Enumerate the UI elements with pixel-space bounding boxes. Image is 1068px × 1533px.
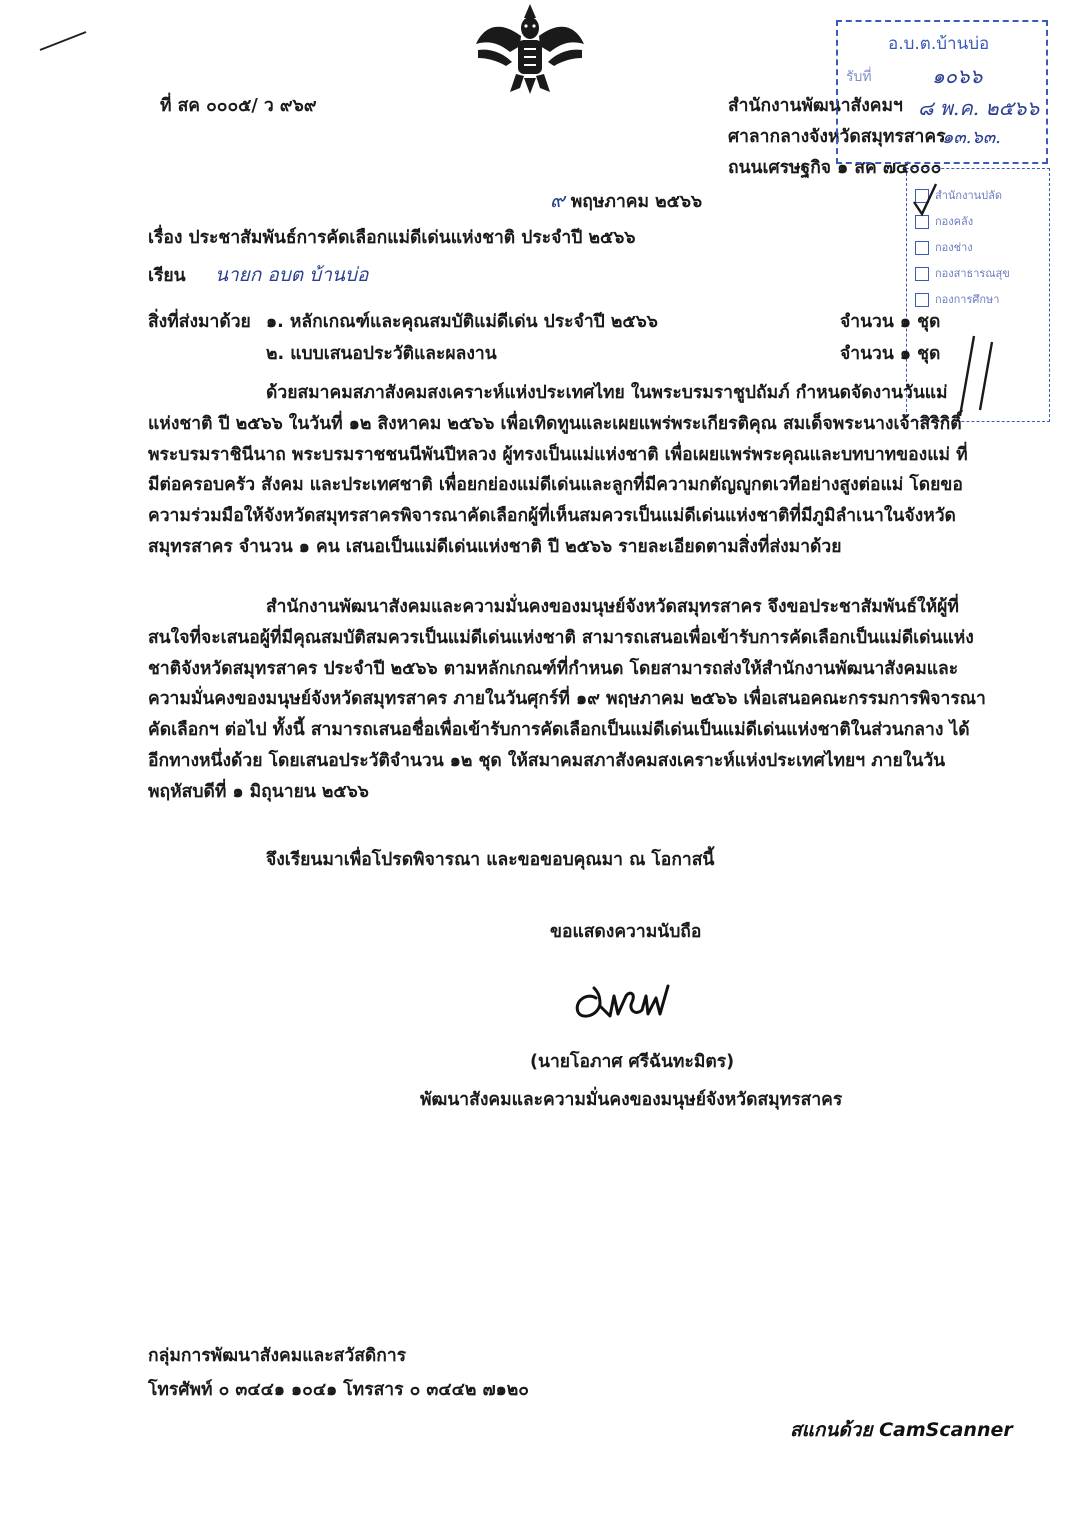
enclosure-label: สิ่งที่ส่งมาด้วย (148, 312, 251, 332)
checkbox-icon (915, 241, 929, 255)
reference-number: ที่ สค ๐๐๐๕/ ว ๙๖๙ (160, 96, 317, 116)
sender-address-line-3: ถนนเศรษฐกิจ ๑ สค ๗๔๐๐๐ (728, 158, 942, 178)
enclosure-qty-1: จำนวน ๑ ชุด (840, 312, 941, 332)
routing-item-0: สำนักงานปลัด (915, 183, 1010, 209)
letter-date (550, 188, 702, 213)
routing-item-1: กองคลัง (915, 209, 1010, 235)
sender-address-line-2: ศาลากลางจังหวัดสมุทรสาคร (728, 127, 946, 147)
enclosure-item-1: ๑. หลักเกณฑ์และคุณสมบัติแม่ดีเด่น ประจำปี ๒๕๖๖ (266, 312, 658, 332)
routing-item-3: กองสาธารณสุข (915, 261, 1010, 287)
signer-name: (นายโอภาศ ศรีฉันทะมิตร) (530, 1052, 735, 1072)
pen-stroke-mark (38, 28, 90, 54)
department-name: กลุ่มการพัฒนาสังคมและสวัสดิการ (148, 1346, 407, 1366)
complimentary-close: ขอแสดงความนับถือ (550, 922, 702, 942)
signature-mark (570, 976, 690, 1026)
receipt-stamp (836, 20, 1048, 164)
scanner-watermark: สแกนด้วย CamScanner (790, 1419, 1013, 1441)
body-paragraph-2: สำนักงานพัฒนาสังคมและความมั่นคงของมนุษย์จังหวัดสมุทรสาคร จึงขอประชาสัมพันธ์ให้ผู้ที่สนใจที่จะเสนอผู้ที่มีคุณสมบัติสมควรเป็นแม่ดีเด่นแห่งชาติ สามารถเสนอเพื่อเข้ารับการคัดเลือกเป็นแม่ดีเด่นแห่งชาติจังหวัดสมุทรสาคร ประจำปี ๒๕๖๖ ตามหลักเกณฑ์ที่กำหนด โดยสามารถส่งให้สำนักงานพัฒนาสังคมและความมั่นคงของมนุษย์จังหวัดสมุทรสาคร ภายในวันศุกร์ที่ ๑๙ พฤษภาคม ๒๕๖๖ เพื่อเสนอคณะกรรมการพิจารณาคัดเลือกฯ ต่อไป ทั้งนี้ สามารถเสนอชื่อเพื่อเข้ารับการคัดเลือกเป็นแม่ดีเด่นเป็นแม่ดีเด่นแห่งชาติในส่วนกลาง ได้อีกทางหนึ่งด้วย โดยเสนอประวัติจำนวน ๑๒ ชุด ให้สมาคมสภาสังคมสงเคราะห์แห่งประเทศไทยฯ ภายในวันพฤหัสบดีที่ ๑ มิถุนายน ๒๕๖๖ (148, 597, 986, 802)
recipient-handwritten: นายก อบต บ้านบ่อ (215, 264, 369, 286)
closing-line: จึงเรียนมาเพื่อโปรดพิจารณา และขอขอบคุณมา ณ โอกาสนี้ (266, 850, 715, 870)
receipt-stamp-time-value: ๑๓.๖๓. (942, 127, 1001, 148)
routing-item-2: กองช่าง (915, 235, 1010, 261)
letter-date-month-year: พฤษภาคม ๒๕๖๖ (570, 192, 703, 212)
checkbox-icon (915, 293, 929, 307)
recipient-label: เรียน (148, 266, 186, 286)
enclosure-item-2: ๒. แบบเสนอประวัติและผลงาน (266, 344, 497, 364)
garuda-emblem-icon (470, 0, 590, 98)
receipt-stamp-org: อ.บ.ต.บ้านบ่อ (888, 34, 990, 54)
receipt-stamp-no-value: ๑๐๖๖ (932, 64, 983, 88)
enclosure-qty-2: จำนวน ๑ ชุด (840, 344, 941, 364)
letter-date-day: ๙ (550, 188, 565, 212)
phone-fax: โทรศัพท์ ๐ ๓๔๔๑ ๑๐๔๑ โทรสาร ๐ ๓๔๔๒ ๗๑๒๐ (148, 1380, 529, 1400)
receipt-stamp-date-value: ๘ พ.ค. ๒๕๖๖ (918, 96, 1040, 120)
receipt-stamp-no-label: รับที่ (846, 69, 872, 85)
routing-item-4: กองการศึกษา (915, 287, 1010, 313)
letter-subject: เรื่อง ประชาสัมพันธ์การคัดเลือกแม่ดีเด่นแห่งชาติ ประจำปี ๒๕๖๖ (148, 228, 636, 248)
body-paragraph-1: ด้วยสมาคมสภาสังคมสงเคราะห์แห่งประเทศไทย ในพระบรมราชูปถัมภ์ กำหนดจัดงานวันแม่แห่งชาติ ปี ๒๕๖๖ ในวันที่ ๑๒ สิงหาคม ๒๕๖๖ เพื่อเทิดทูนและเผยแพร่พระเกียรติคุณ สมเด็จพระนางเจ้าสิริกิติ์ พระบรมราชินีนาถ พระบรมราชชนนีพันปีหลวง ผู้ทรงเป็นแม่แห่งชาติ เพื่อเผยแพร่พระคุณและบทบาทของแม่ ที่มีต่อครอบครัว สังคม และประเทศชาติ เพื่อยกย่องแม่ดีเด่นและลูกที่มีความกตัญญูกตเวทีอย่างสูงต่อแม่ โดยขอความร่วมมือให้จังหวัดสมุทรสาครพิจารณาคัดเลือกผู้ที่เห็นสมควรเป็นแม่ดีเด่นแห่งชาติที่มีภูมิลำเนาในจังหวัดสมุทรสาคร จำนวน ๑ คน เสนอเป็นแม่ดีเด่นแห่งชาติ ปี ๒๕๖๖ รายละเอียดตามสิ่งที่ส่งมาด้วย (148, 383, 968, 557)
checkbox-icon (915, 267, 929, 281)
sender-address-line-1: สำนักงานพัฒนาสังคมฯ (728, 96, 903, 116)
signer-title: พัฒนาสังคมและความมั่นคงของมนุษย์จังหวัดสมุทรสาคร (420, 1090, 843, 1110)
handwritten-check-mark (910, 180, 940, 220)
